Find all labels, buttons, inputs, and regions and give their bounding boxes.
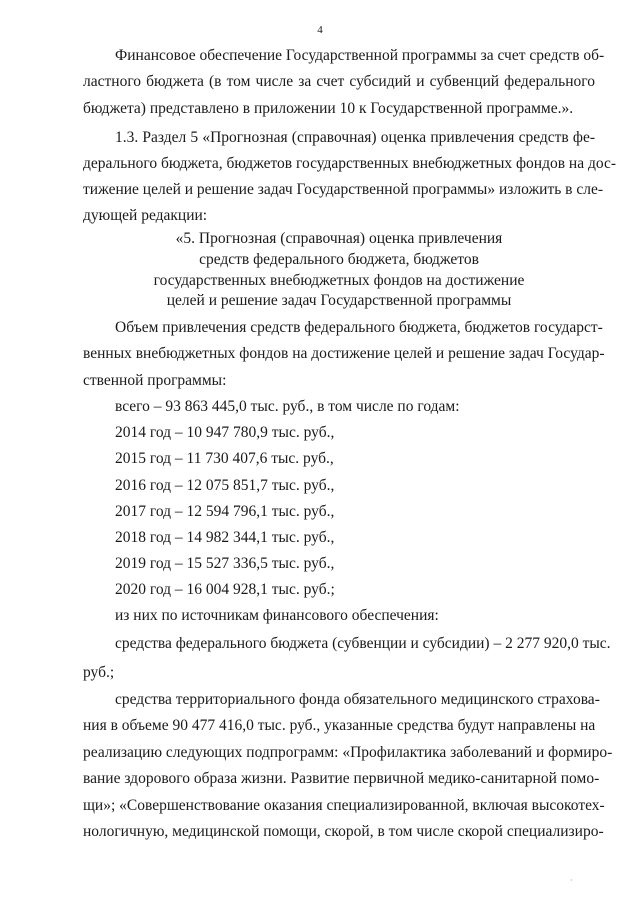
section-heading-line: средств федерального бюджета, бюджетов: [199, 251, 479, 268]
text-line: тижение целей и решение задач Государственной программы» изложить в сле-: [83, 181, 604, 198]
text-line: бюджета) представлено в приложении 10 к Государственной программе.».: [83, 100, 574, 117]
text-line: ния в объеме 90 477 416,0 тыс. руб., указанные средства будут направлены на: [83, 717, 596, 734]
section-heading-line: государственных внебюджетных фондов на достижение: [153, 272, 525, 289]
section-heading-line: «5. Прогнозная (справочная) оценка привлечения: [175, 230, 503, 247]
section-heading-line: целей и решение задач Государственной программы: [166, 292, 512, 309]
text-line: дерального бюджета, бюджетов государственных внебюджетных фондов на дос-: [83, 155, 617, 172]
text-line: 1.3. Раздел 5 «Прогнозная (справочная) оценка привлечения средств фе-: [115, 129, 595, 146]
text-line: щи»; «Совершенствование оказания специализированной, включая высокотех-: [83, 797, 605, 814]
text-line: ластного бюджета (в том числе за счет субсидий и субвенций федерального: [83, 73, 595, 90]
text-line: 2019 год – 15 527 336,5 тыс. руб.,: [115, 555, 335, 572]
text-line: Объем привлечения средств федерального бюджета, бюджетов государст-: [115, 319, 603, 336]
text-line: 2017 год – 12 594 796,1 тыс. руб.,: [115, 503, 335, 520]
text-line: 2020 год – 16 004 928,1 тыс. руб.;: [115, 581, 335, 598]
text-line: руб.;: [83, 664, 115, 681]
text-line: 2014 год – 10 947 780,9 тыс. руб.,: [115, 424, 335, 441]
text-line: из них по источникам финансового обеспечения:: [115, 607, 439, 624]
text-line: дующей редакции:: [83, 207, 208, 224]
text-line: реализацию следующих подпрограмм: «Профилактика заболеваний и формиро-: [83, 744, 613, 761]
text-line: 2016 год – 12 075 851,7 тыс. руб.,: [115, 477, 335, 494]
text-line: венных внебюджетных фондов на достижение целей и решение задач Государ-: [83, 345, 605, 362]
page-number: 4: [317, 24, 323, 36]
text-line: 2018 год – 14 982 344,1 тыс. руб.,: [115, 529, 335, 546]
text-line: вание здорового образа жизни. Развитие первичной медико-санитарной помо-: [83, 770, 600, 787]
text-line: ственной программы:: [83, 372, 227, 389]
text-line: средства территориального фонда обязательного медицинского страхова-: [115, 691, 600, 708]
text-line: нологичную, медицинской помощи, скорой, в том числе скорой специализиро-: [83, 823, 604, 840]
text-line: всего – 93 863 445,0 тыс. руб., в том числе по годам:: [115, 398, 460, 415]
text-line: 2015 год – 11 730 407,6 тыс. руб.,: [115, 450, 334, 467]
text-line: средства федерального бюджета (субвенции и субсидии) – 2 277 920,0 тыс.: [115, 635, 611, 652]
text-line: Финансовое обеспечение Государственной программы за счет средств об-: [115, 47, 605, 64]
scan-artifact-mark: ·: [570, 876, 573, 885]
